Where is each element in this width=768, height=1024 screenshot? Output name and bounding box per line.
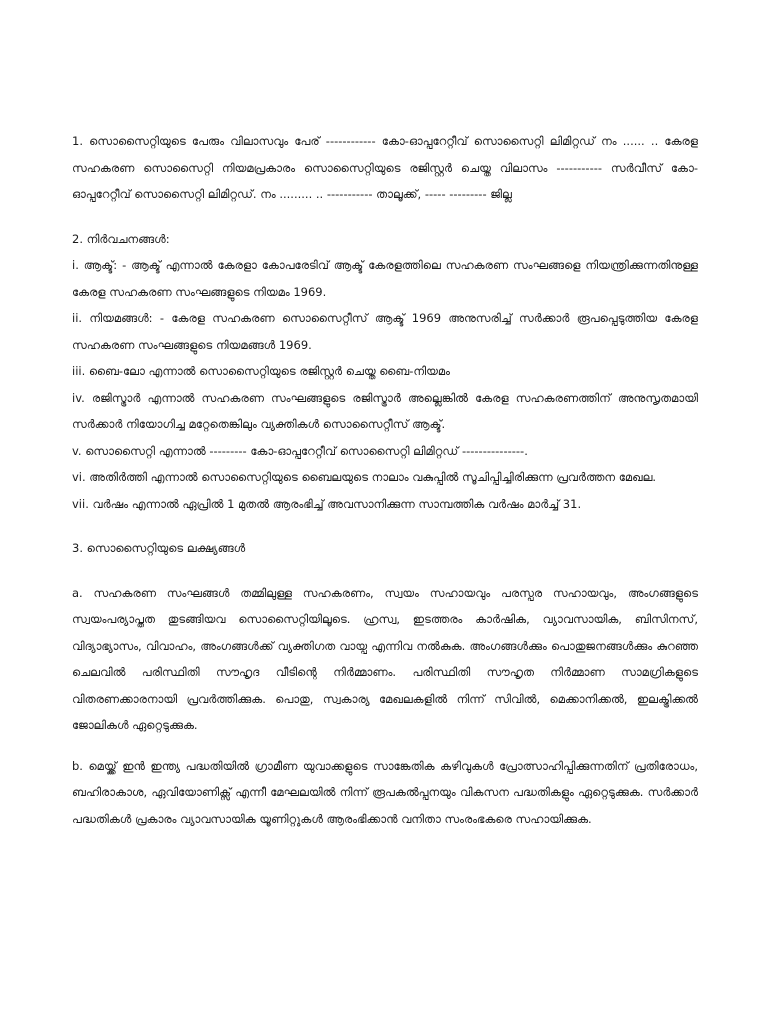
definition-item-year: vii. വർഷം എന്നാൽ ഏപ്രിൽ 1 മുതൽ ആരംഭിച്ച് അവസാനിക്കുന്ന സാമ്പത്തിക വർഷം മാർച്ച് 31. — [72, 496, 582, 511]
spacer — [72, 739, 698, 753]
definition-item-area: vi. അതിർത്തി എന്നാൽ സൊസൈറ്റിയുടെ ബൈലയുടെ നാലാം വകുപ്പിൽ സൂചിപ്പിച്ചിരിക്കുന്ന പ്രവർത്തന മേഖല. — [72, 470, 657, 484]
definition-item-rules: ii. നിയമങ്ങൾ: - കേരള സഹകരണ സൊസൈറ്റീസ് ആക്ട് 1969 അനുസരിച്ച് സർക്കാർ രൂപപ്പെടുത്തിയ കേരള സഹകരണ സംഘങ്ങളുടെ നിയമങ്ങൾ 1969. — [72, 311, 698, 352]
spacer — [72, 517, 698, 535]
objective-paragraph-b: b. മെയ്ക്ക് ഇൻ ഇന്ത്യ പദ്ധതിയിൽ ഗ്രാമീണ യുവാക്കളുടെ സാങ്കേതിക കഴിവുകൾ പ്രോത്സാഹിപ്പിക്കുന്നതിന് പ്രതിരോധം, ബഹിരാകാശ, ഏവിയോണിക്സ് എന്നീ മേഘലയിൽ നിന്ന് രൂപകൽപ്പനയും വികസന പദ്ധതികളും ഏറ്റെടുക്കുക. സർക്കാർ പദ്ധതികൾ പ്രകാരം വ്യാവസായിക യൂണിറ്റുകൾ ആരംഭിക്കാൻ വനിതാ സംരംഭകരെ സഹായിക്കുക. — [72, 758, 698, 826]
definition-item-society: v. സൊസൈറ്റി എന്നാൽ --------- കോ-ഓപ്പറേറ്റീവ് സൊസൈറ്റി ലിമിറ്റഡ് ---------------. — [72, 443, 528, 458]
definition-item-act: i. ആക്ട്: - ആക്ട് എന്നാൽ കേരളാ കോപരേടിവ് ആക്ട് കേരളത്തിലെ സഹകരണ സംഘങ്ങളെ നിയന്ത്രിക്കുന്നതിനുള്ള കേരള സഹകരണ സംഘങ്ങളുടെ നിയമം 1969. — [72, 258, 698, 299]
definition-item-registrar: iv. രജിസ്ട്രാർ എന്നാൽ സഹകരണ സംഘങ്ങളുടെ രജിസ്ട്രാർ അല്ലെങ്കിൽ കേരള സഹകരണത്തിന് അനുസൃതമായി സർക്കാർ നിയോഗിച്ച മറ്റേതെങ്കിലും വ്യക്തികൾ സൊസൈറ്റീസ് ആക്ട്. — [72, 390, 698, 431]
document-page — [72, 128, 698, 832]
objectives-heading: 3. സൊസൈറ്റിയുടെ ലക്ഷ്യങ്ങൾ — [72, 541, 246, 555]
spacer — [72, 562, 698, 580]
definitions-heading: 2. നിർവചനങ്ങൾ: — [72, 231, 170, 246]
society-name-address-paragraph: 1. സൊസൈറ്റിയുടെ പേരും വിലാസവും പേര് ------------ കോ-ഓപ്പറേറ്റീവ് സൊസൈറ്റി ലിമിറ്റഡ് നം ...... .. കേരള സഹകരണ സൊസൈറ്റി നിയമപ്രകാരം സൊസൈറ്റിയുടെ രജിസ്റ്റർ ചെയ്ത വിലാസം ----------- സർവീസ് കോ-ഓപ്പറേറ്റീവ് സൊസൈറ്റി ലിമിറ്റഡ്. നം ......... .. ----------- താലൂക്ക്, ----- --------- ജില്ല — [72, 134, 698, 201]
objective-paragraph-a: a. സഹകരണ സംഘങ്ങൾ തമ്മിലുള്ള സഹകരണം, സ്വയം സഹായവും പരസ്പര സഹായവും, അംഗങ്ങളുടെ സ്വയംപര്യാപ്തത തുടങ്ങിയവ സൊസൈറ്റിയിലൂടെ. ഹ്രസ്വ, ഇടത്തരം കാർഷിക, വ്യാവസായിക, ബിസിനസ്, വിദ്യാഭ്യാസം, വിവാഹം, അംഗങ്ങൾക്ക് വ്യക്തിഗത വായ്പ എന്നിവ നൽകുക. അംഗങ്ങൾക്കും പൊതുജനങ്ങൾക്കും കുറഞ്ഞ ചെലവിൽ പരിസ്ഥിതി സൗഹൃദ വീടിന്റെ നിർമ്മാണം. പരിസ്ഥിതി സൗഹൃത നിർമ്മാണ സാമഗ്രികളുടെ വിതരണക്കാരനായി പ്രവർത്തിക്കുക. പൊതു, സ്വകാര്യ മേഖലകളിൽ നിന്ന് സിവിൽ, മെക്കാനിക്കൽ, ഇലക്ട്രിക്കൽ ജോലികൾ ഏറ്റെടുക്കുക. — [72, 585, 698, 732]
definition-item-bylaw: iii. ബൈ-ലോ എന്നാൽ സൊസൈറ്റിയുടെ രജിസ്റ്റർ ചെയ്ത ബൈ-നിയമം — [72, 364, 450, 378]
spacer — [72, 208, 698, 226]
